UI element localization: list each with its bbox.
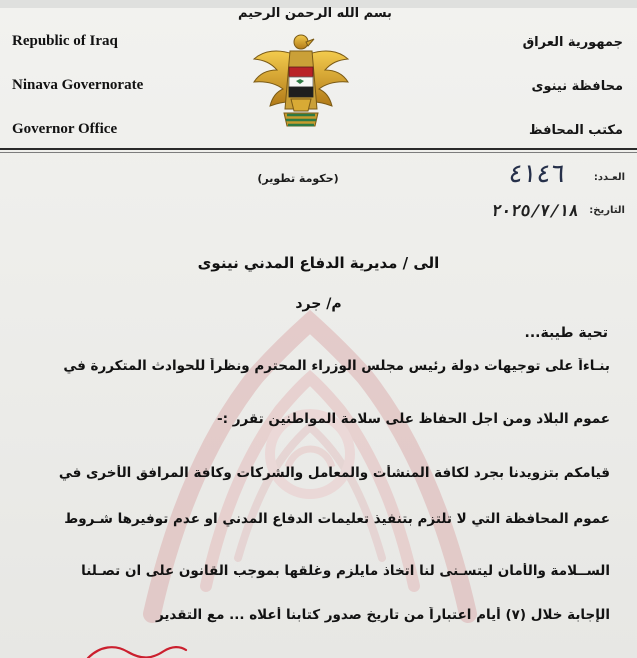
arabic-header-line-3: مكتب المحافظ — [529, 123, 623, 138]
document-number-label: العـدد: — [593, 172, 625, 183]
english-header — [12, 31, 222, 163]
body-line-1: بنـاءاً على توجيهات دولة رئيس مجلس الوزراء المحترم ونظراً للحوادث المتكررة في — [63, 358, 610, 374]
bismillah-text: بسم الله الرحمن الرحيم — [238, 6, 392, 21]
english-header-line-3: Governor Office — [12, 121, 118, 137]
body-line-5: الســلامة والأمان ليتسـنى لنا اتخاذ مايلزم وغلقها بموجب القانون على ان تصـلنا — [81, 563, 610, 579]
document-date-row — [405, 200, 625, 224]
subject-line: م/ جرد — [295, 296, 342, 312]
signature-scribble — [80, 636, 190, 658]
greeting-line: تحية طيبة... — [524, 325, 608, 341]
document-number-value: ٤١٤٦ — [507, 159, 568, 189]
recipient-line: الى / مديرية الدفاع المدني نينوى — [197, 254, 440, 272]
document-number-row — [405, 159, 625, 192]
iraq-emblem-icon — [248, 23, 354, 139]
english-header-line-1: Republic of Iraq — [12, 33, 118, 49]
arabic-header-line-1: جمهورية العراق — [522, 35, 623, 50]
english-header-line-2: Ninava Governorate — [12, 77, 144, 93]
body-line-3: قيامكم بتزويدنا بجرد لكافة المنشأت والمعامل والشركات وكافة المرافق الأخرى في — [58, 465, 610, 481]
government-note: (حكومة تطوير) — [257, 172, 339, 185]
body-line-4: عموم المحافظة التي لا تلتزم بتنفيذ تعليمات الدفاع المدني او عدم توفيرها شـروط — [64, 511, 610, 527]
header-divider-secondary — [0, 152, 637, 153]
body-line-6: الإجابة خلال (٧) أيام اعتباراً من تاريخ صدور كتابنا أعلاه ... مع التقدير — [155, 607, 610, 623]
document-date-value: ٢٠٢٥/٧/١٨ — [490, 201, 581, 220]
body-line-2: عموم البلاد ومن اجل الحفاظ على سلامة المواطنين تقرر :- — [217, 411, 610, 427]
arabic-header-line-2: محافظة نينوى — [531, 79, 623, 94]
header-divider — [0, 148, 637, 150]
document-date-label: التاريخ: — [589, 205, 625, 216]
arabic-header — [433, 33, 623, 165]
